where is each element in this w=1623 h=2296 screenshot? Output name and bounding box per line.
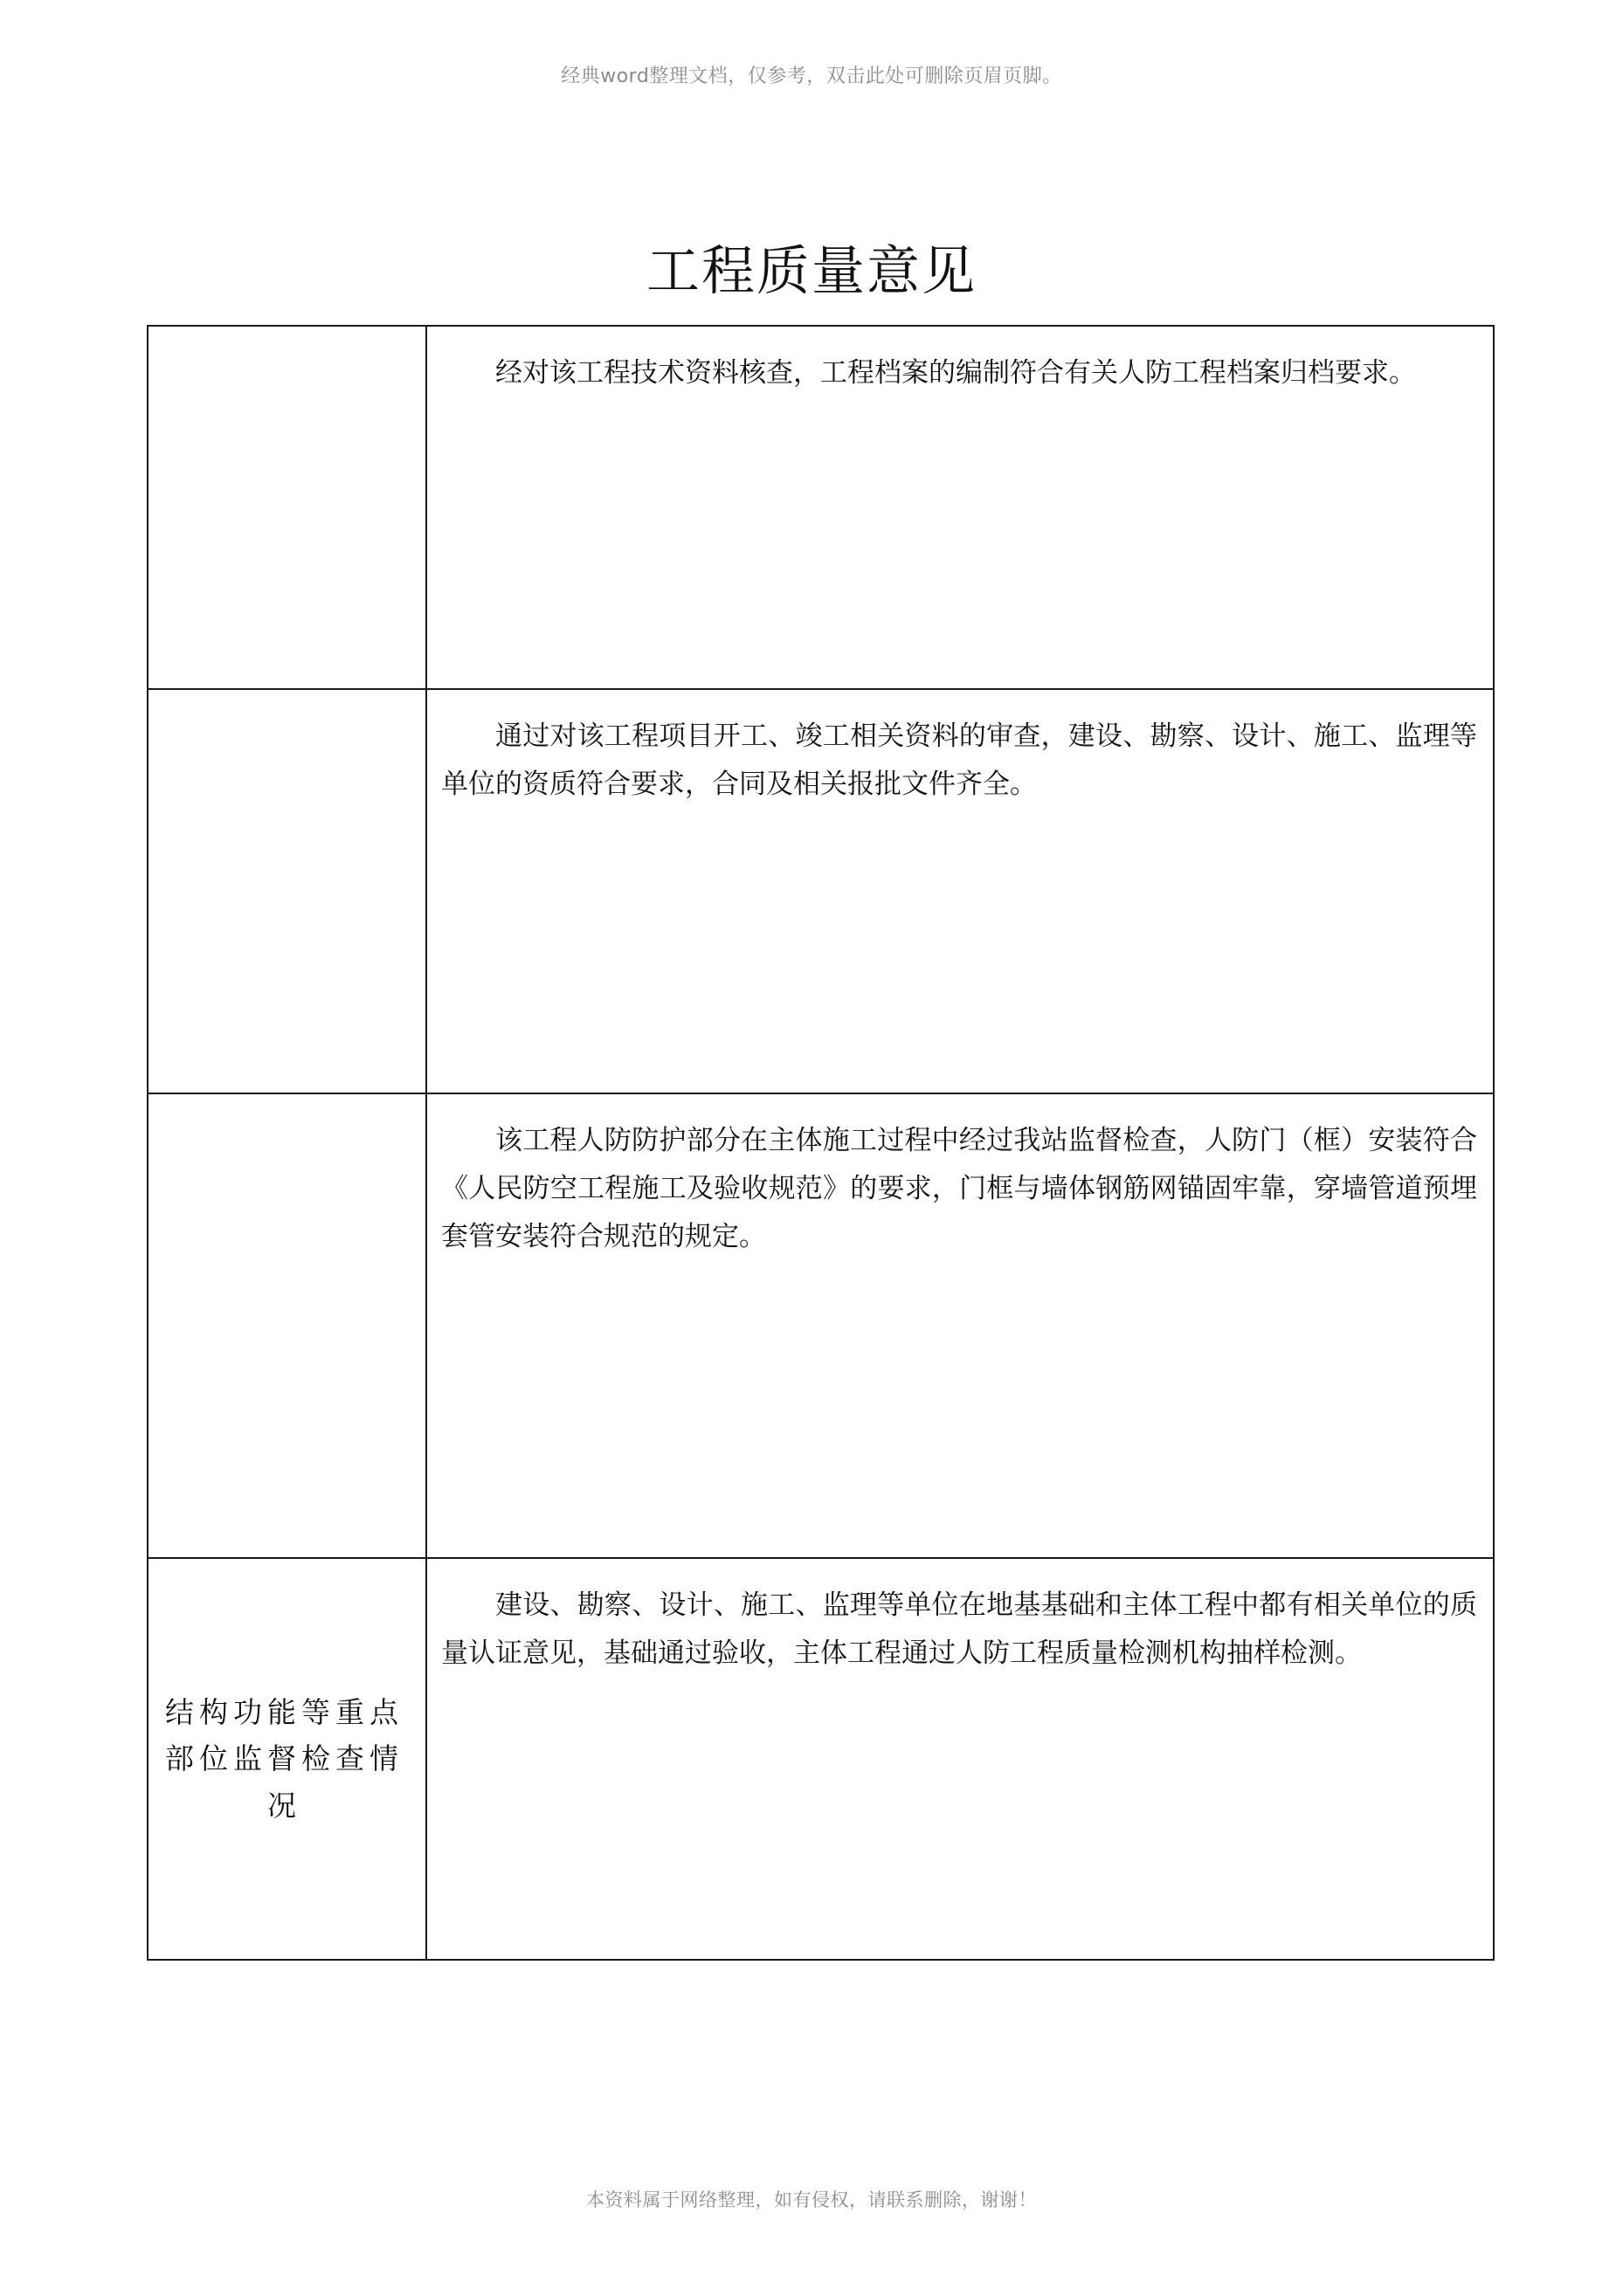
row-label-cell-3 [148,1093,426,1558]
page-header-watermark: 经典word整理文档，仅参考，双击此处可删除页眉页脚。 [561,66,1062,87]
row-content-text-4: 建设、勘察、设计、施工、监理等单位在地基基础和主体工程中都有相关单位的质量认证意见，基础通过验收，主体工程通过人防工程质量检测机构抽样检测。 [441,1589,1477,1670]
page-title: 工程质量意见 [646,239,977,302]
row-label-cell-4 [148,1558,426,1960]
row-label-cell-1 [148,326,426,689]
row-content-cell-3 [426,1093,1494,1558]
row-content-text-2: 通过对该工程项目开工、竣工相关资料的审查，建设、勘察、设计、施工、监理等单位的资质符合要求，合同及相关报批文件齐全。 [441,721,1477,801]
row-label-text-4: 结构功能等重点部位监督检查情况 [165,1694,404,1823]
row-content-text-1: 经对该工程技术资料核查，工程档案的编制符合有关人防工程档案归档要求。 [495,357,1416,389]
row-content-cell-4 [426,1558,1494,1960]
table-row [148,689,1494,1093]
page-footer-watermark: 本资料属于网络整理，如有侵权，请联系删除，谢谢！ [586,2189,1037,2210]
row-content-text-3: 该工程人防防护部分在主体施工过程中经过我站监督检查，人防门（框）安装符合《人民防空工程施工及验收规范》的要求，门框与墙体钢筋网锚固牢靠，穿墙管道预埋套管安装符合规范的规定。 [441,1125,1477,1253]
row-label-cell-2 [148,689,426,1093]
row-content-cell-2 [426,689,1494,1093]
table-row [148,1093,1494,1558]
row-content-cell-1 [426,326,1494,689]
quality-opinion-table [147,325,1495,1961]
table-row [148,326,1494,689]
table-row [148,1558,1494,1960]
